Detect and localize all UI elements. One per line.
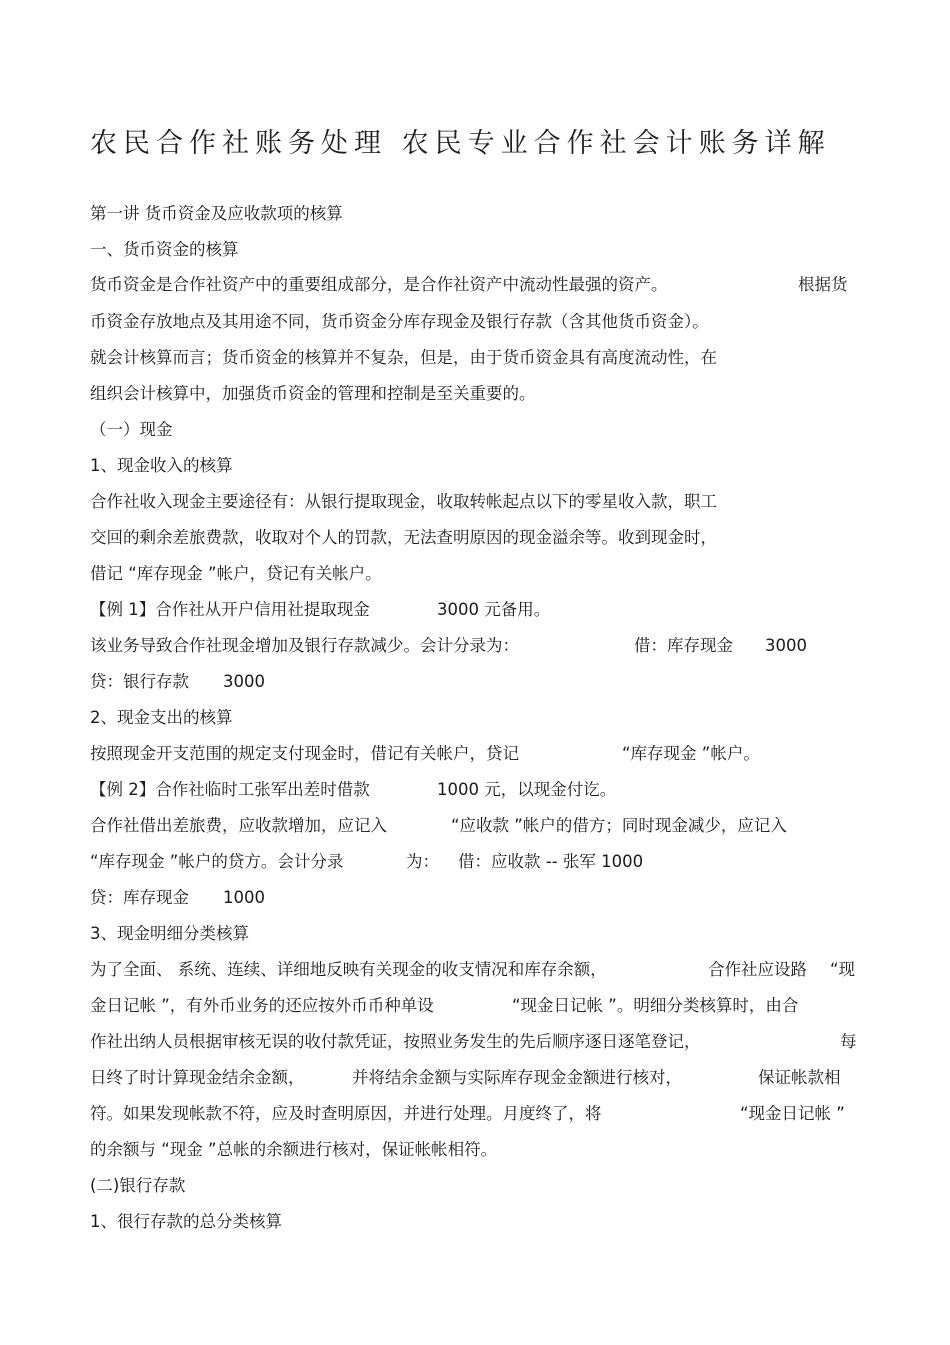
text-segment: 合作社应设路 bbox=[708, 960, 807, 979]
text-segment: 借：应收款 -- 张军 1000 bbox=[458, 852, 644, 871]
text-segment: 作社出纳人员根据审核无误的收付款凭证，按照业务发生的先后顺序逐日逐笔登记， bbox=[90, 1032, 701, 1051]
text-segment: 借：库存现金 bbox=[634, 636, 733, 655]
text-segment: 合作社借出差旅费，应收款增加，应记入 bbox=[90, 816, 387, 835]
text-segment: 第一讲 货币资金及应收款项的核算 bbox=[90, 204, 343, 223]
text-segment: 并将结余金额与实际库存现金金额进行核对， bbox=[352, 1068, 682, 1087]
text-segment: “现金日记帐 ”。明细分类核算时，由合 bbox=[512, 996, 799, 1015]
text-segment: 1000 bbox=[223, 888, 265, 907]
text-segment: “现 bbox=[830, 960, 856, 979]
text-segment: (二)银行存款 bbox=[90, 1176, 186, 1195]
text-segment: 币资金存放地点及其用途不同，货币资金分库存现金及银行存款（含其他货币资金）。 bbox=[90, 312, 709, 331]
text-segment: 一、货币资金的核算 bbox=[90, 240, 239, 259]
text-segment: 根据货 bbox=[798, 275, 848, 294]
text-segment: “现金日记帐 ” bbox=[740, 1104, 845, 1123]
text-segment: 每 bbox=[840, 1032, 857, 1051]
document-title: 农民合作社账务处理 农民专业合作社会计账务详解 bbox=[90, 128, 831, 159]
text-segment: “库存现金 ”帐户。 bbox=[622, 744, 760, 763]
text-segment: 1、现金收入的核算 bbox=[90, 456, 233, 475]
text-segment: “应收款 ”帐户的借方；同时现金减少，应记入 bbox=[451, 816, 787, 835]
text-segment: 【例 1】合作社从开户信用社提取现金 bbox=[90, 600, 370, 619]
text-segment: 3000 元备用。 bbox=[437, 600, 551, 619]
text-segment: 3000 bbox=[223, 672, 265, 691]
text-segment: 3000 bbox=[765, 636, 807, 655]
text-segment: 就会计核算而言；货币资金的核算并不复杂，但是，由于货币资金具有高度流动性，在 bbox=[90, 348, 717, 367]
text-segment: 的余额与 “现金 ”总帐的余额进行核对，保证帐帐相符。 bbox=[90, 1140, 498, 1159]
text-segment: 3、现金明细分类核算 bbox=[90, 924, 249, 943]
text-segment: 【例 2】合作社临时工张军出差时借款 bbox=[90, 780, 370, 799]
text-segment: 贷：银行存款 bbox=[90, 672, 189, 691]
text-segment: 1、很行存款的总分类核算 bbox=[90, 1212, 282, 1231]
text-segment: 贷：库存现金 bbox=[90, 888, 189, 907]
text-segment: 符。如果发现帐款不符，应及时查明原因，并进行处理。月度终了，将 bbox=[90, 1104, 602, 1123]
text-segment: （一）现金 bbox=[90, 420, 173, 439]
text-segment: 货币资金是合作社资产中的重要组成部分，是合作社资产中流动性最强的资产。 bbox=[90, 275, 668, 294]
text-segment: 2、现金支出的核算 bbox=[90, 708, 233, 727]
text-segment: 为了全面、 系统、连续、详细地反映有关现金的收支情况和库存余额， bbox=[90, 960, 607, 979]
text-segment: 为： bbox=[406, 852, 439, 871]
text-segment: 借记 “库存现金 ”帐户，贷记有关帐户。 bbox=[90, 564, 382, 583]
text-segment: 交回的剩余差旅费款，收取对个人的罚款，无法查明原因的现金溢余等。收到现金时， bbox=[90, 528, 717, 547]
text-segment: 组织会计核算中，加强货币资金的管理和控制是至关重要的。 bbox=[90, 384, 536, 403]
text-segment: 合作社收入现金主要途径有：从银行提取现金，收取转帐起点以下的零星收入款，职工 bbox=[90, 492, 717, 511]
text-segment: 日终了时计算现金结余金额， bbox=[90, 1068, 305, 1087]
text-segment: 保证帐款相 bbox=[758, 1068, 841, 1087]
text-segment: 按照现金开支范围的规定支付现金时，借记有关帐户，贷记 bbox=[90, 744, 519, 763]
text-segment: 该业务导致合作社现金增加及银行存款减少。会计分录为： bbox=[90, 636, 519, 655]
text-segment: “库存现金 ”帐户的贷方。会计分录 bbox=[90, 852, 344, 871]
text-segment: 1000 元，以现金付讫。 bbox=[437, 780, 617, 799]
text-segment: 金日记帐 ”，有外币业务的还应按外币币种单设 bbox=[90, 996, 434, 1015]
